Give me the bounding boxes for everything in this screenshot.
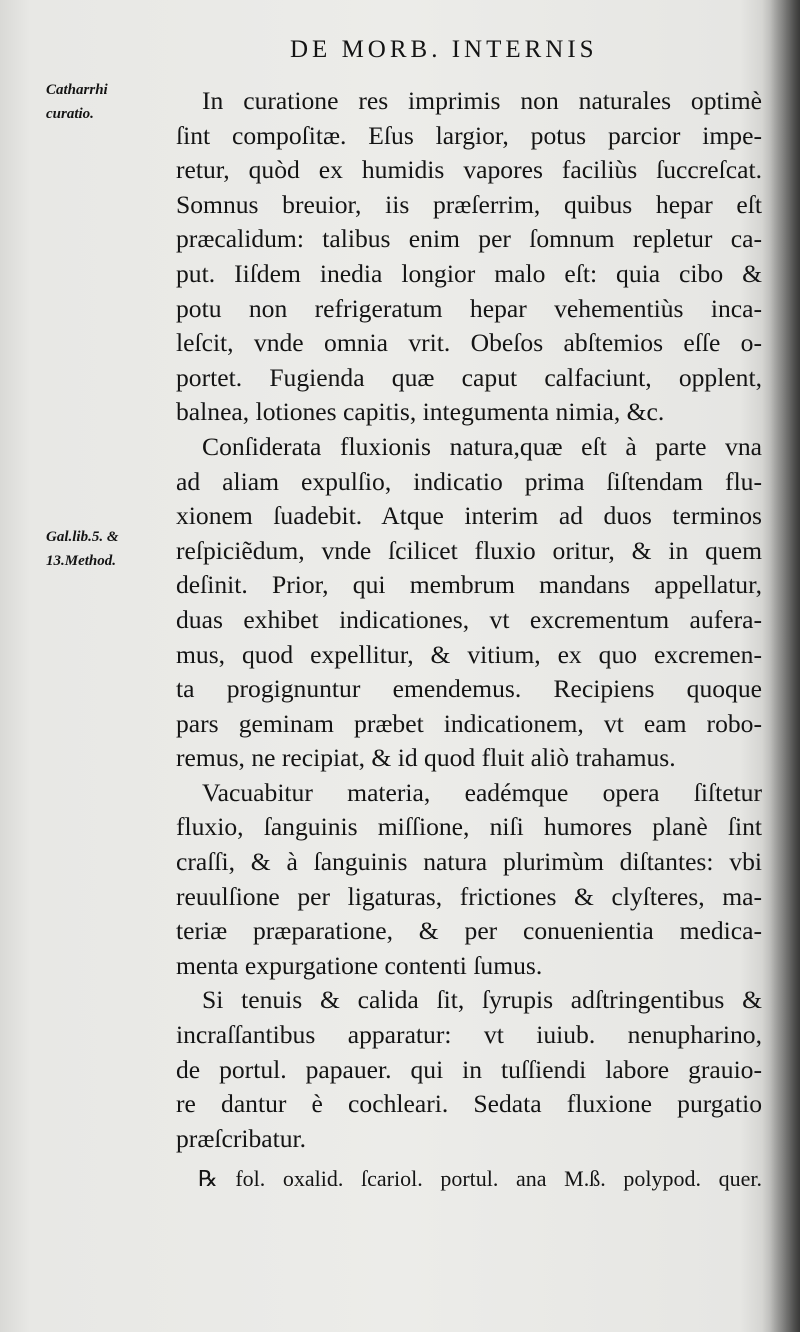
running-head: DE MORB. INTERNIS <box>290 36 598 63</box>
text-line: ſint compoſitæ. Eſus largior, potus parcior impe- <box>176 120 762 150</box>
text-line: ta progignuntur emendemus. Recipiens quoque <box>176 674 762 704</box>
text-line: In curatione res imprimis non naturales optimè <box>202 86 762 115</box>
text-line: Vacuabitur materia, eadémque opera ſiſtetur <box>202 777 762 807</box>
text-line: remus, ne recipiat, & id quod fluit aliò trahamus. <box>176 743 676 773</box>
text-line: fluxio, ſanguinis miſſione, niſi humores planè ſint <box>176 812 762 842</box>
text-line: teriæ præparatione, & per conuenientia medica- <box>176 916 762 946</box>
text-line: incraſſantibus apparatur: vt iuiub. nenupharino, <box>176 1020 762 1050</box>
margin-note-line: 13.Method. <box>46 553 117 569</box>
text-line: reuulſione per ligaturas, frictiones & clyſteres, ma- <box>176 881 762 911</box>
text-line: portet. Fugienda quæ caput calfaciunt, opplent, <box>176 362 762 392</box>
recipe-line: ℞ fol. oxalid. ſcariol. portul. ana M.ß. polypod. quer. <box>198 1166 762 1192</box>
text-line: craſſi, & à ſanguinis natura plurimùm diſtantes: vbi <box>176 847 762 877</box>
margin-note-line: Gal.lib.5. & <box>46 529 119 545</box>
text-line: retur, quòd ex humidis vapores faciliùs ſuccreſcat. <box>176 155 762 185</box>
margin-note-line: Catharrhi <box>46 82 108 98</box>
text-line: præcalidum: talibus enim per ſomnum repletur ca- <box>176 224 762 254</box>
text-line: pars geminam præbet indicationem, vt eam robo- <box>176 708 762 738</box>
text-line: duas exhibet indicationes, vt excrementum aufera- <box>176 604 762 634</box>
text-line: mus, quod expellitur, & vitium, ex quo excremen- <box>176 639 762 669</box>
text-line: put. Iiſdem inedia longior malo eſt: quia cibo & <box>176 258 762 288</box>
text-line: ad aliam expulſio, indicatio prima ſiſtendam flu- <box>176 466 762 496</box>
text-line: menta expurgatione contenti ſumus. <box>176 950 543 980</box>
margin-note-line: curatio. <box>46 106 94 122</box>
text-line: potu non refrigeratum hepar vehementiùs inca- <box>176 293 762 323</box>
text-line: leſcit, vnde omnia vrit. Obeſos abſtemios eſſe o- <box>176 328 762 358</box>
text-line: balnea, lotiones capitis, integumenta nimia, &c. <box>176 397 665 427</box>
text-line: deſinit. Prior, qui membrum mandans appellatur, <box>176 570 762 600</box>
margin-note-catarrh-cure <box>46 78 176 126</box>
margin-note-galen-reference <box>46 525 176 573</box>
text-line: de portul. papauer. qui in tuſſiendi labore grauio- <box>176 1054 762 1084</box>
text-line: Somnus breuior, iis præſerrim, quibus hepar eſt <box>176 189 762 219</box>
text-line: re dantur è cochleari. Sedata fluxione purgatio <box>176 1089 762 1119</box>
text-line: præſcribatur. <box>176 1123 307 1153</box>
binding-shadow <box>762 0 800 1332</box>
text-line: Conſiderata fluxionis natura,quæ eſt à parte vna <box>202 431 762 461</box>
text-line: xionem ſuadebit. Atque interim ad duos terminos <box>176 501 762 531</box>
text-line: reſpiciẽdum, vnde ſcilicet fluxio oritur, & in quem <box>176 535 762 565</box>
main-text-block <box>176 84 762 1197</box>
text-line: Si tenuis & calida ſit, ſyrupis adſtringentibus & <box>202 985 762 1015</box>
